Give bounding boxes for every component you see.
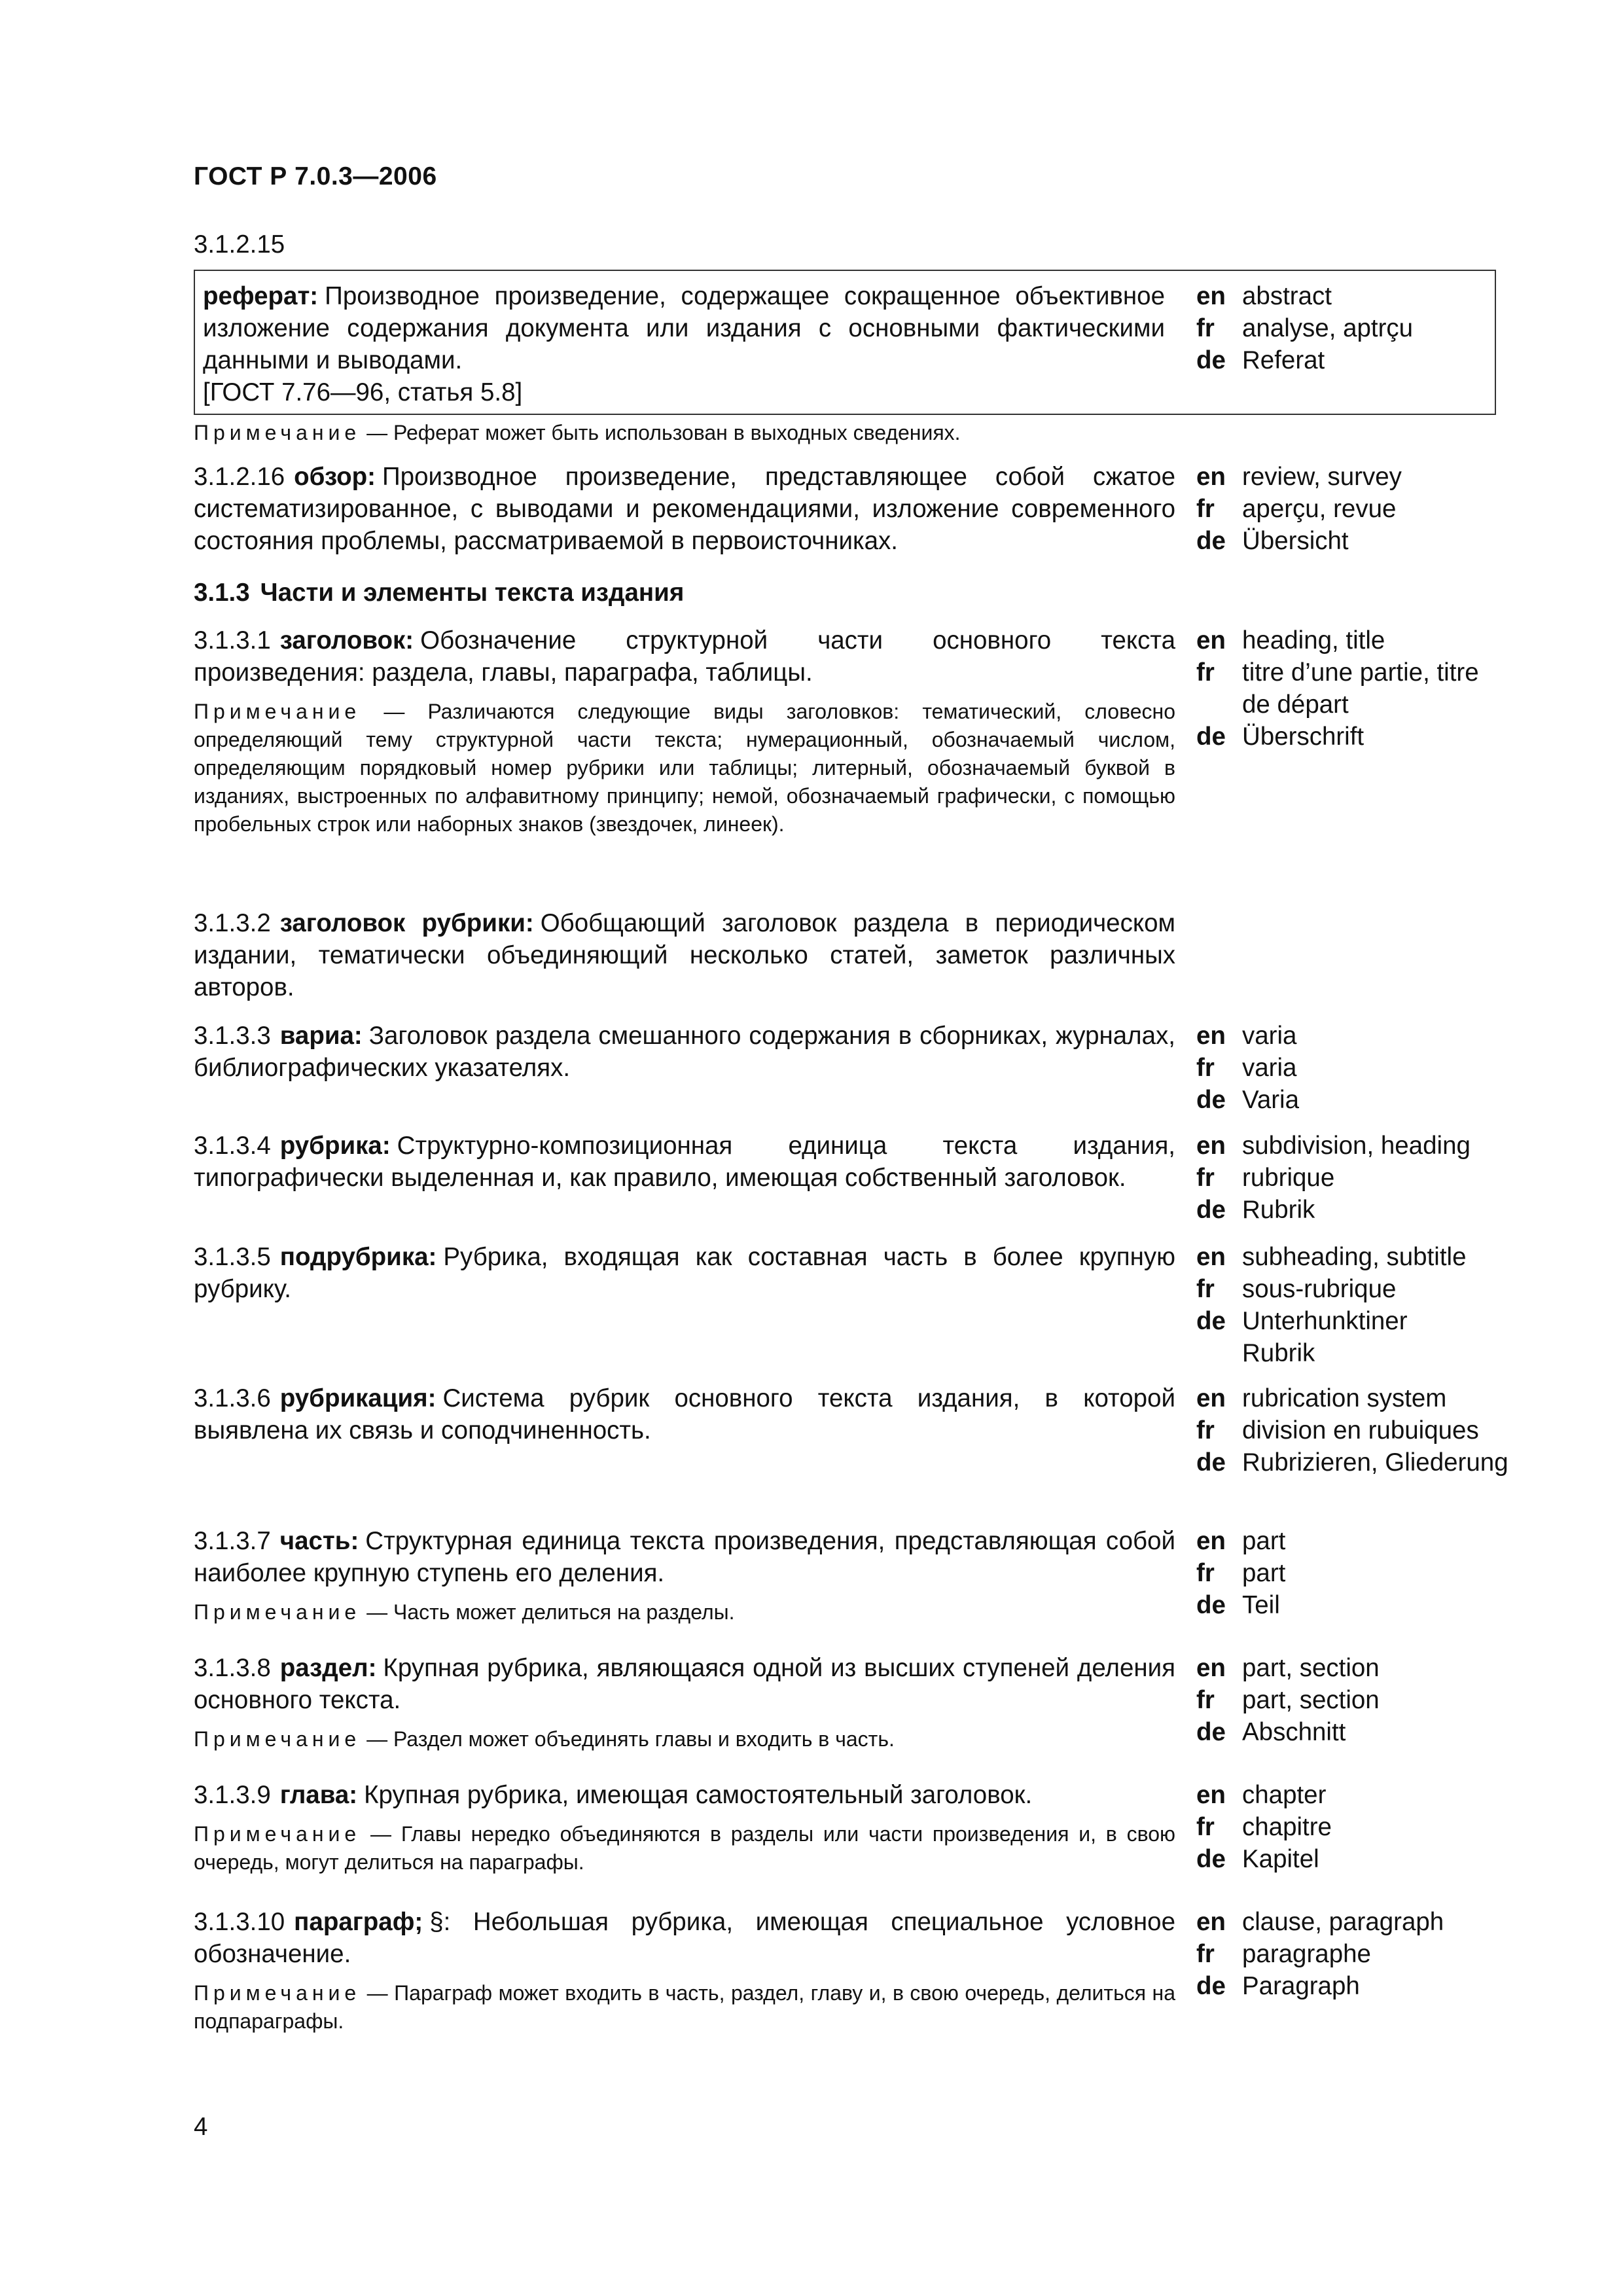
- term-equivalents: [1196, 280, 1537, 376]
- term-equivalents: [1196, 1382, 1510, 1479]
- term-number: 3.1.3.10: [194, 1908, 285, 1936]
- term-definition: Рубрика, входящая как составная часть в более крупную рубрику.: [194, 1243, 1175, 1303]
- lang-value-en: subheading, subtitle: [1242, 1243, 1467, 1271]
- lang-code-de: de: [1196, 527, 1226, 555]
- term-definition: Крупная рубрика, являющаяся одной из высших ступеней деления основного текста.: [194, 1654, 1175, 1714]
- lang-code-fr: fr: [1196, 1940, 1215, 1968]
- term-entry: 3.1.3.8 раздел: Крупная рубрика, являющаяся одной из высших ступеней деления основного текста. Примечание — Раздел может объединять главы и входить в часть.: [194, 1654, 1175, 1751]
- lang-code-de: de: [1196, 1307, 1226, 1335]
- lang-code-de: de: [1196, 1845, 1226, 1873]
- lang-value-en: varia: [1242, 1022, 1297, 1050]
- lang-code-fr: fr: [1196, 1416, 1215, 1444]
- note-label: Примечание: [194, 1981, 361, 2005]
- note-text: Главы нередко объединяются в разделы или части произведения и, в свою очередь, могут делиться на параграфы.: [194, 1822, 1176, 1874]
- lang-value-fr: varia: [1242, 1054, 1297, 1082]
- lang-code-en: en: [1196, 1908, 1226, 1936]
- term-name: реферат:: [203, 282, 319, 310]
- term-note: Примечание — Реферат может быть использован в выходных сведениях.: [194, 421, 961, 444]
- section-number: 3.1.3: [194, 579, 250, 607]
- term-definition: Система рубрик основного текста издания, в которой выявлена их связь и соподчиненность.: [194, 1384, 1175, 1444]
- term-name: глава:: [279, 1781, 358, 1809]
- lang-value-fr: titre d’une partie, titre de départ: [1242, 658, 1479, 719]
- term-equivalents: [1196, 1906, 1537, 2002]
- term-number: 3.1.3.7: [194, 1527, 271, 1555]
- lang-code-fr: fr: [1196, 1559, 1215, 1587]
- term-source: [ГОСТ 7.76—96, статья 5.8]: [203, 378, 523, 406]
- lang-code-fr: fr: [1196, 658, 1215, 687]
- lang-value-en: review, survey: [1242, 463, 1402, 491]
- lang-code-en: en: [1196, 463, 1226, 491]
- term-number: 3.1.3.5: [194, 1243, 271, 1271]
- term-entry: [194, 1241, 1175, 1305]
- lang-value-fr: part, section: [1242, 1686, 1380, 1714]
- term-equivalents: [1196, 1525, 1537, 1621]
- lang-value-en: subdivision, heading: [1242, 1132, 1471, 1160]
- lang-value-en: part, section: [1242, 1654, 1380, 1682]
- term-number: 3.1.2.15: [194, 230, 285, 259]
- lang-code-de: de: [1196, 1196, 1226, 1224]
- note-label: Примечание: [194, 1727, 361, 1751]
- lang-code-en: en: [1196, 626, 1226, 655]
- note-label: Примечание: [194, 700, 361, 723]
- note-label: Примечание: [194, 1822, 361, 1846]
- lang-code-en: en: [1196, 1243, 1226, 1271]
- note-label: Примечание: [194, 1600, 361, 1624]
- lang-value-fr: chapitre: [1242, 1813, 1332, 1841]
- lang-code-fr: fr: [1196, 1054, 1215, 1082]
- lang-value-fr: paragraphe: [1242, 1940, 1371, 1968]
- term-name: раздел:: [279, 1654, 377, 1682]
- term-entry: 3.1.3.9 глава: Крупная рубрика, имеющая самостоятельный заголовок. Примечание — Главы нередко объединяются в разделы или части произведения и, в свою очередь, могут делиться на параграфы.: [194, 1781, 1176, 1874]
- lang-code-fr: fr: [1196, 1275, 1215, 1303]
- lang-code-en: en: [1196, 1132, 1226, 1160]
- term-equivalents: [1196, 1241, 1471, 1369]
- term-equivalents: [1196, 1779, 1537, 1875]
- lang-code-de: de: [1196, 1718, 1226, 1746]
- lang-value-en: rubrication system: [1242, 1384, 1447, 1412]
- lang-value-de: Übersicht: [1242, 527, 1349, 555]
- note-text: Часть может делиться на разделы.: [393, 1600, 735, 1624]
- lang-value-fr: division en rubuiques: [1242, 1416, 1479, 1444]
- term-name: параграф;: [294, 1908, 423, 1936]
- term-number: 3.1.3.6: [194, 1384, 271, 1412]
- lang-value-de: Paragraph: [1242, 1972, 1360, 2000]
- lang-code-fr: fr: [1196, 495, 1215, 523]
- term-definition: Производное произведение, содержащее сокращенное объективное изложение содержания документа или издания с основными фактическими данными и выводами.: [203, 282, 1165, 374]
- term-definition: Производное произведение, представляющее собой сжатое систематизированное, с выводами и рекомендациями, изложение современного состояния проблемы, рассматриваемой в первоисточниках.: [194, 463, 1175, 555]
- note-text: Раздел может объединять главы и входить в часть.: [393, 1727, 895, 1751]
- note-text: Реферат может быть использован в выходных сведениях.: [393, 421, 961, 444]
- lang-code-de: de: [1196, 1448, 1226, 1477]
- lang-value-de: Varia: [1242, 1086, 1300, 1114]
- term-number: 3.1.3.4: [194, 1132, 271, 1160]
- term-number: 3.1.3.1: [194, 626, 271, 655]
- lang-value-fr: analyse, aptrçu: [1242, 314, 1414, 342]
- term-number: 3.1.3.3: [194, 1022, 271, 1050]
- lang-code-de: de: [1196, 1591, 1226, 1619]
- lang-code-en: en: [1196, 1384, 1226, 1412]
- term-definition: Структурно-композиционная единица текста издания, типографически выделенная и, как правило, имеющая собственный заголовок.: [194, 1132, 1175, 1192]
- lang-code-en: en: [1196, 1022, 1226, 1050]
- term-equivalents: [1196, 461, 1537, 557]
- lang-value-de: Überschrift: [1242, 723, 1364, 751]
- note-text: Различаются следующие виды заголовков: тематический, словесно определяющий тему структурной части текста; нумерационный, обозначаемый числом, определяющим порядковый номер рубрики или таблицы; литерный, обозначаемый буквой в изданиях, выстроенных по алфавитному принципу; немой, обозначаемый графически, с помощью пробельных строк или наборных знаков (звездочек, линеек).: [194, 700, 1176, 836]
- term-name: подрубрика:: [279, 1243, 437, 1271]
- lang-code-de: de: [1196, 723, 1226, 751]
- term-definition: Обозначение структурной части основного текста произведения: раздела, главы, параграфа, таблицы.: [194, 626, 1175, 687]
- term-name: обзор:: [294, 463, 376, 491]
- lang-value-en: abstract: [1242, 282, 1332, 310]
- lang-value-en: heading, title: [1242, 626, 1385, 655]
- lang-value-de: Unterhunktiner Rubrik: [1242, 1307, 1408, 1367]
- term-name: рубрика:: [279, 1132, 391, 1160]
- term-definition: §: Небольшая рубрика, имеющая специальное условное обозначение.: [194, 1908, 1175, 1968]
- section-title: Части и элементы текста издания: [260, 579, 685, 607]
- lang-value-de: Kapitel: [1242, 1845, 1319, 1873]
- term-equivalents: [1196, 624, 1497, 753]
- lang-code-fr: fr: [1196, 1686, 1215, 1714]
- lang-code-de: de: [1196, 1086, 1226, 1114]
- term-number: 3.1.3.9: [194, 1781, 271, 1809]
- lang-value-de: Referat: [1242, 346, 1325, 374]
- lang-code-de: de: [1196, 1972, 1226, 2000]
- lang-code-en: en: [1196, 1654, 1226, 1682]
- term-entry: 3.1.3.1 заголовок: Обозначение структурной части основного текста произведения: раздела, главы, параграфа, таблицы. Примечание — Различаются следующие виды заголовков: тематический, словесно определяющий тему структурной части текста; нумерационный, обозначаемый числом, определяющим порядковый номер рубрики или таблицы; литерный, обозначаемый буквой в изданиях, выстроенных по алфавитному принципу; немой, обозначаемый графически, с помощью пробельных строк или наборных знаков (звездочек, линеек).: [194, 626, 1176, 836]
- lang-value-de: Rubrik: [1242, 1196, 1315, 1224]
- lang-value-fr: sous-rubrique: [1242, 1275, 1397, 1303]
- term-entry: 3.1.3.7 часть: Структурная единица текста произведения, представляющая собой наиболее крупную ступень его деления. Примечание — Часть может делиться на разделы.: [194, 1527, 1175, 1624]
- term-entry: [194, 1020, 1175, 1084]
- lang-value-de: Teil: [1242, 1591, 1280, 1619]
- term-definition: Структурная единица текста произведения, представляющая собой наиболее крупную ступень его деления.: [194, 1527, 1175, 1587]
- lang-value-de: Rubrizieren, Gliederung: [1242, 1448, 1508, 1477]
- term-number: 3.1.2.16: [194, 463, 285, 491]
- term-definition: Крупная рубрика, имеющая самостоятельный заголовок.: [364, 1781, 1033, 1809]
- lang-code-de: de: [1196, 346, 1226, 374]
- document-header: ГОСТ Р 7.0.3—2006: [194, 162, 437, 190]
- lang-code-en: en: [1196, 1527, 1226, 1555]
- term-equivalents: [1196, 1020, 1537, 1116]
- lang-code-en: en: [1196, 282, 1226, 310]
- lang-code-en: en: [1196, 1781, 1226, 1809]
- term-name: заголовок:: [279, 626, 414, 655]
- lang-value-fr: part: [1242, 1559, 1286, 1587]
- term-equivalents: [1196, 1652, 1537, 1748]
- term-name: заголовок рубрики:: [279, 909, 534, 937]
- term-definition: Обобщающий заголовок раздела в периодическом издании, тематически объединяющий несколько статей, заметок различных авторов.: [194, 909, 1175, 1001]
- term-number: 3.1.3.8: [194, 1654, 271, 1682]
- term-entry: [203, 280, 1165, 408]
- term-name: вариа:: [279, 1022, 363, 1050]
- term-equivalents: [1196, 1130, 1537, 1226]
- term-name: часть:: [279, 1527, 359, 1555]
- lang-code-fr: fr: [1196, 1164, 1215, 1192]
- lang-value-de: Abschnitt: [1242, 1718, 1346, 1746]
- lang-code-fr: fr: [1196, 1813, 1215, 1841]
- note-label: Примечание: [194, 421, 361, 444]
- lang-value-fr: rubrique: [1242, 1164, 1335, 1192]
- lang-code-fr: fr: [1196, 314, 1215, 342]
- term-entry: [194, 907, 1175, 1003]
- term-entry: [194, 1130, 1175, 1194]
- note-text: Параграф может входить в часть, раздел, главу и, в свою очередь, делиться на подпараграфы.: [194, 1981, 1176, 2033]
- lang-value-en: part: [1242, 1527, 1286, 1555]
- lang-value-fr: aperçu, revue: [1242, 495, 1397, 523]
- lang-value-en: clause, paragraph: [1242, 1908, 1444, 1936]
- lang-value-en: chapter: [1242, 1781, 1327, 1809]
- term-entry: [194, 1382, 1175, 1446]
- term-entry: [194, 461, 1175, 557]
- term-name: рубрикация:: [279, 1384, 437, 1412]
- page-number: 4: [194, 2113, 208, 2141]
- term-number: 3.1.3.2: [194, 909, 271, 937]
- section-heading: [194, 579, 684, 607]
- term-definition: Заголовок раздела смешанного содержания в сборниках, журналах, библиографических указателях.: [194, 1022, 1175, 1082]
- term-entry: 3.1.3.10 параграф; §: Небольшая рубрика, имеющая специальное условное обозначение. Примечание — Параграф может входить в часть, раздел, главу и, в свою очередь, делиться на подпараграфы.: [194, 1908, 1176, 2033]
